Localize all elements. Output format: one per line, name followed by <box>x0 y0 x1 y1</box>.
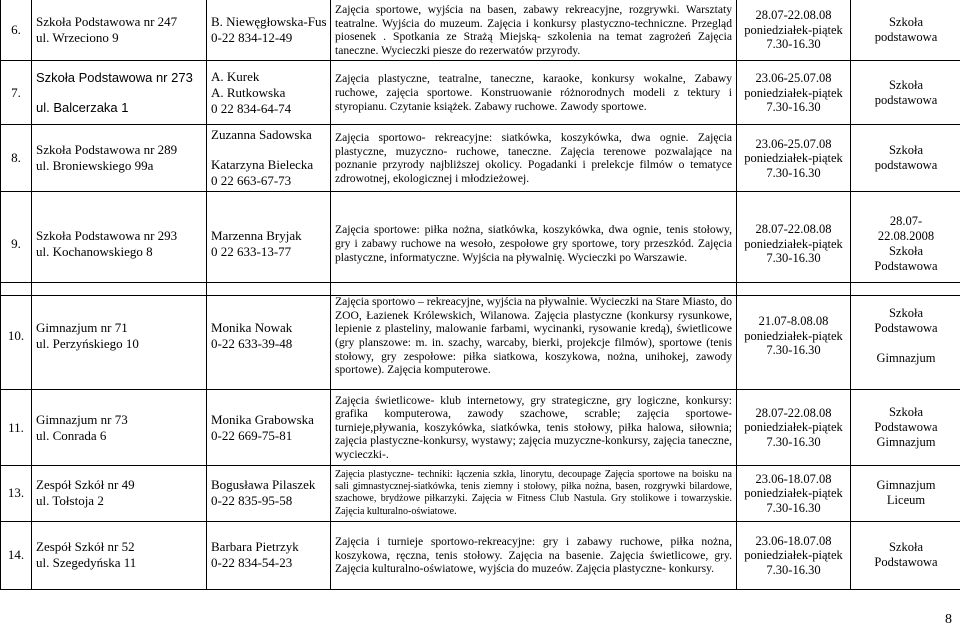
venue-line: Podstawowa <box>874 321 938 335</box>
manager-line: 0-22 633-39-48 <box>211 336 293 351</box>
row-number: 7. <box>1 61 32 125</box>
row-number: 11. <box>1 390 32 466</box>
term-line: 28.07-22.08.08 <box>755 222 832 237</box>
row-number: 9. <box>1 192 32 296</box>
venue-line: 28.07- <box>889 213 923 228</box>
school-line: Gimnazjum nr 71 <box>36 320 128 335</box>
venue-line: Szkoła <box>888 143 924 158</box>
manager-line: 0-22 834-12-49 <box>211 30 293 46</box>
activities-description: Zajęcia sportowe, wyjścia na basen, zabawy rekreacyjne, rozgrywki. Warsztaty teatralne. Wyjścia do muzeum. Zajęcia i konkursy plastyczno-techniczne. Przegląd piosenek . Spotkania ze Strażą Miejską- szkolenia na temat zagrożeń Zajęcia taneczne. Wycieczki piesze do rezerwatów przyrody. <box>331 0 737 61</box>
manager-line: 0 22 834-64-74 <box>211 100 292 116</box>
manager-cell <box>207 283 331 390</box>
school-cell <box>32 283 207 390</box>
venue-cell <box>851 521 960 589</box>
activities-description: Zajęcia świetlicowe- klub internetowy, gry strategiczne, gry logiczne, konkursy: grafika komputerowa, zawody szachowe, scrable; zajęcia sportowe-turnieje,pływania, koszykówka, siatkówka, tenis stołowy, piłka halowa, siłownia; zajęcia plastyczne-konkursy, wystawy; zajęcia muzyczne-konkursy, zajęcia taneczne, wycieczki-. <box>331 390 737 466</box>
venue-line: Gimnazjum <box>876 351 936 365</box>
term-cell <box>737 466 851 522</box>
manager-line: 0-22 834-54-23 <box>211 555 293 571</box>
venue-cell <box>851 466 960 522</box>
row-number: 10. <box>1 283 32 390</box>
activities-description: Zajęcia plastyczne- techniki: łączenia szkła, linorytu, decoupage Zajęcia sportowe na boisku na sali gimnastycznej-siatkówka, tenis ziemny i stołowy, piłka nożna, basen, rozgrywki bilardowe, szachowe, brydżowe piłkarzyki. Zajęcia w Fitness Club Nastula. Gry stolikowe i towarzyskie. Zajęcia kulturalno-oświatowe. <box>331 466 737 522</box>
venue-cell <box>851 125 960 192</box>
school-line: Szkoła Podstawowa nr 273 <box>36 69 193 85</box>
school-line: ul. Balcerzaka 1 <box>36 99 129 115</box>
term-line: 7.30-16.30 <box>766 562 821 577</box>
table-row <box>1 521 960 589</box>
manager-line: 0-22 669-75-81 <box>211 427 293 443</box>
school-cell <box>32 192 207 296</box>
table-row <box>1 466 960 522</box>
manager-cell <box>207 0 331 61</box>
manager-cell <box>207 61 331 125</box>
school-line: ul. Wrzeciono 9 <box>36 30 119 46</box>
term-line: poniedziałek-piątek <box>744 328 843 343</box>
venue-cell <box>851 61 960 125</box>
venue-line: Podstawowa <box>874 420 938 434</box>
term-cell <box>737 390 851 466</box>
term-cell <box>737 283 851 390</box>
venue-line: podstawowa <box>874 92 938 107</box>
term-cell <box>737 521 851 589</box>
venue-line: Szkoła <box>888 15 924 30</box>
manager-line: Monika Nowak <box>211 320 293 335</box>
school-line: Zespół Szkół nr 52 <box>36 539 135 555</box>
term-cell <box>737 61 851 125</box>
venue-line: 22.08.2008 <box>877 228 935 243</box>
school-line: ul. Conrada 6 <box>36 427 107 443</box>
manager-line: Bogusława Pilaszek <box>211 477 316 493</box>
table-row <box>1 192 960 296</box>
activities-description: Zajęcia plastyczne, teatralne, taneczne, karaoke, konkursy wokalne, Zabawy ruchowe, zajęcia sportowe. Konstruowanie różnorodnych modeli z tektury i styropianu. Czytanie książek. Zabawy ruchowe. Zawody sportowe. <box>331 61 737 125</box>
term-line: 7.30-16.30 <box>766 343 821 358</box>
table-row <box>1 0 960 61</box>
schedule-table-bottom <box>0 282 960 590</box>
table-body-bottom <box>1 283 960 590</box>
term-line: 7.30-16.30 <box>766 500 821 515</box>
term-cell <box>737 0 851 61</box>
school-cell <box>32 0 207 61</box>
venue-line: Podstawowa <box>874 555 938 570</box>
manager-line: A. Kurek <box>211 68 260 84</box>
row-number: 8. <box>1 125 32 192</box>
manager-line: Monika Grabowska <box>211 411 314 427</box>
venue-cell <box>851 0 960 61</box>
term-cell <box>737 192 851 296</box>
manager-cell <box>207 390 331 466</box>
table-row <box>1 390 960 466</box>
manager-cell <box>207 125 331 192</box>
term-line: 28.07-22.08.08 <box>755 405 832 420</box>
manager-line: Marzenna Bryjak <box>211 227 302 243</box>
table-row <box>1 283 960 390</box>
manager-line: Katarzyna Bielecka <box>211 157 314 173</box>
school-line: ul. Tołstoja 2 <box>36 493 104 509</box>
term-line: 23.06-25.07.08 <box>755 71 832 86</box>
term-line: 28.07-22.08.08 <box>755 8 832 23</box>
term-line: poniedziałek-piątek <box>744 236 843 251</box>
activities-description: Zajęcia sportowe: piłka nożna, siatkówka, koszykówka, dwa ognie, tenis stołowy, gry i zabawy ruchowe na wesoło, zespołowe gry sportowe, tory przeszkód. Zajęcia plastyczne, informatyczne. Wyjścia na pływalnię. Wycieczki po Warszawie. <box>331 192 737 296</box>
term-line: poniedziałek-piątek <box>744 22 843 37</box>
venue-line: Gimnazjum <box>876 435 936 449</box>
venue-line: podstawowa <box>874 30 938 45</box>
venue-line: Szkoła <box>888 243 924 258</box>
term-cell <box>737 125 851 192</box>
school-cell <box>32 61 207 125</box>
term-line: 7.30-16.30 <box>766 37 821 52</box>
school-line: Szkoła Podstawowa nr 293 <box>36 227 178 243</box>
manager-line: 0 22 663-67-73 <box>211 173 292 189</box>
venue-line: Gimnazjum <box>876 478 936 493</box>
manager-cell <box>207 521 331 589</box>
manager-cell <box>207 192 331 296</box>
table-row <box>1 61 960 125</box>
manager-cell <box>207 466 331 522</box>
term-line: poniedziałek-piątek <box>744 420 843 435</box>
school-line: Zespół Szkół nr 49 <box>36 477 135 493</box>
venue-line: Szkoła <box>888 77 924 92</box>
table-body-top <box>1 0 960 296</box>
term-line: 7.30-16.30 <box>766 100 821 115</box>
school-line: Szkoła Podstawowa nr 247 <box>36 14 178 30</box>
venue-line: Podstawowa <box>874 258 938 273</box>
venue-line: Szkoła <box>888 405 924 419</box>
school-line: Szkoła Podstawowa nr 289 <box>36 142 178 158</box>
manager-line: 0 22 633-13-77 <box>211 243 292 259</box>
school-line: ul. Perzyńskiego 10 <box>36 336 139 351</box>
school-cell <box>32 466 207 522</box>
schedule-table-top <box>0 0 960 296</box>
manager-line: Zuzanna Sadowska <box>211 127 312 143</box>
term-line: poniedziałek-piątek <box>744 486 843 501</box>
term-line: 7.30-16.30 <box>766 165 821 180</box>
term-line: poniedziałek-piątek <box>744 151 843 166</box>
school-cell <box>32 521 207 589</box>
term-line: 7.30-16.30 <box>766 434 821 449</box>
term-line: 23.06-18.07.08 <box>755 533 832 548</box>
venue-cell <box>851 390 960 466</box>
school-line: Gimnazjum nr 73 <box>36 411 128 427</box>
term-line: 23.06-18.07.08 <box>755 471 832 486</box>
term-line: poniedziałek-piątek <box>744 85 843 100</box>
venue-cell <box>851 192 960 296</box>
table-row <box>1 125 960 192</box>
venue-line: podstawowa <box>874 158 938 173</box>
term-line: 23.06-25.07.08 <box>755 136 832 151</box>
manager-line: B. Niewęgłowska-Fus <box>211 14 327 30</box>
venue-line: Szkoła <box>888 306 924 320</box>
venue-line <box>852 336 960 351</box>
row-number: 13. <box>1 466 32 522</box>
manager-line: Barbara Pietrzyk <box>211 539 299 555</box>
venue-cell <box>851 283 960 390</box>
row-number: 6. <box>1 0 32 61</box>
term-line: 21.07-8.08.08 <box>758 314 829 329</box>
activities-description: Zajęcia i turnieje sportowo-rekreacyjne: gry i zabawy ruchowe, piłka nożna, koszykowa, ręczna, tenis stołowy. Zajęcia na basenie. Zajęcia świetlicowe, gry. Zajęcia kulturalno-oświatowe, wyjścia do muzeów. Zajęcia plastyczne- konkursy. <box>331 521 737 589</box>
manager-line: 0-22 835-95-58 <box>211 493 293 509</box>
school-line: ul. Szegedyńska 11 <box>36 555 137 571</box>
term-line: 7.30-16.30 <box>766 251 821 266</box>
activities-description: Zajęcia sportowo – rekreacyjne, wyjścia na pływalnie. Wycieczki na Stare Miasto, do ZOO, Łazienek Królewskich, Wilanowa. Zajęcia plastyczne (konkursy rysunkowe, lepienie z plasteliny, malowanie farbami, wycinanki, rysowanie kredą), świetlicowe (gry planszowe: m. in. szachy, warcaby, bierki, projekcje filmów), sportowe (tenis stołowy, gry zespołowe: piłka siatkowa, koszykowa, nożna, unihokej, zawody sportowe). Zajęcia komputerowe. <box>331 283 737 390</box>
activities-description: Zajęcia sportowo- rekreacyjne: siatkówka, koszykówka, dwa ognie. Zajęcia plastyczne, muzyczno- ruchowe, taneczne. Zajęcia terenowe pozwalające na poznanie przyrody najbliższej okolicy. Pogadanki i prelekcje filmów o tematyce zdrowotnej, ekologicznej i młodzieżowej. <box>331 125 737 192</box>
school-line: ul. Broniewskiego 99a <box>36 158 154 174</box>
term-line: poniedziałek-piątek <box>744 548 843 563</box>
school-cell <box>32 390 207 466</box>
venue-line: Liceum <box>886 493 926 508</box>
venue-line: Szkoła <box>888 540 924 555</box>
manager-line: A. Rutkowska <box>211 84 286 100</box>
row-number: 14. <box>1 521 32 589</box>
school-line: ul. Kochanowskiego 8 <box>36 243 153 259</box>
page-number: 8 <box>945 612 952 627</box>
school-cell <box>32 125 207 192</box>
